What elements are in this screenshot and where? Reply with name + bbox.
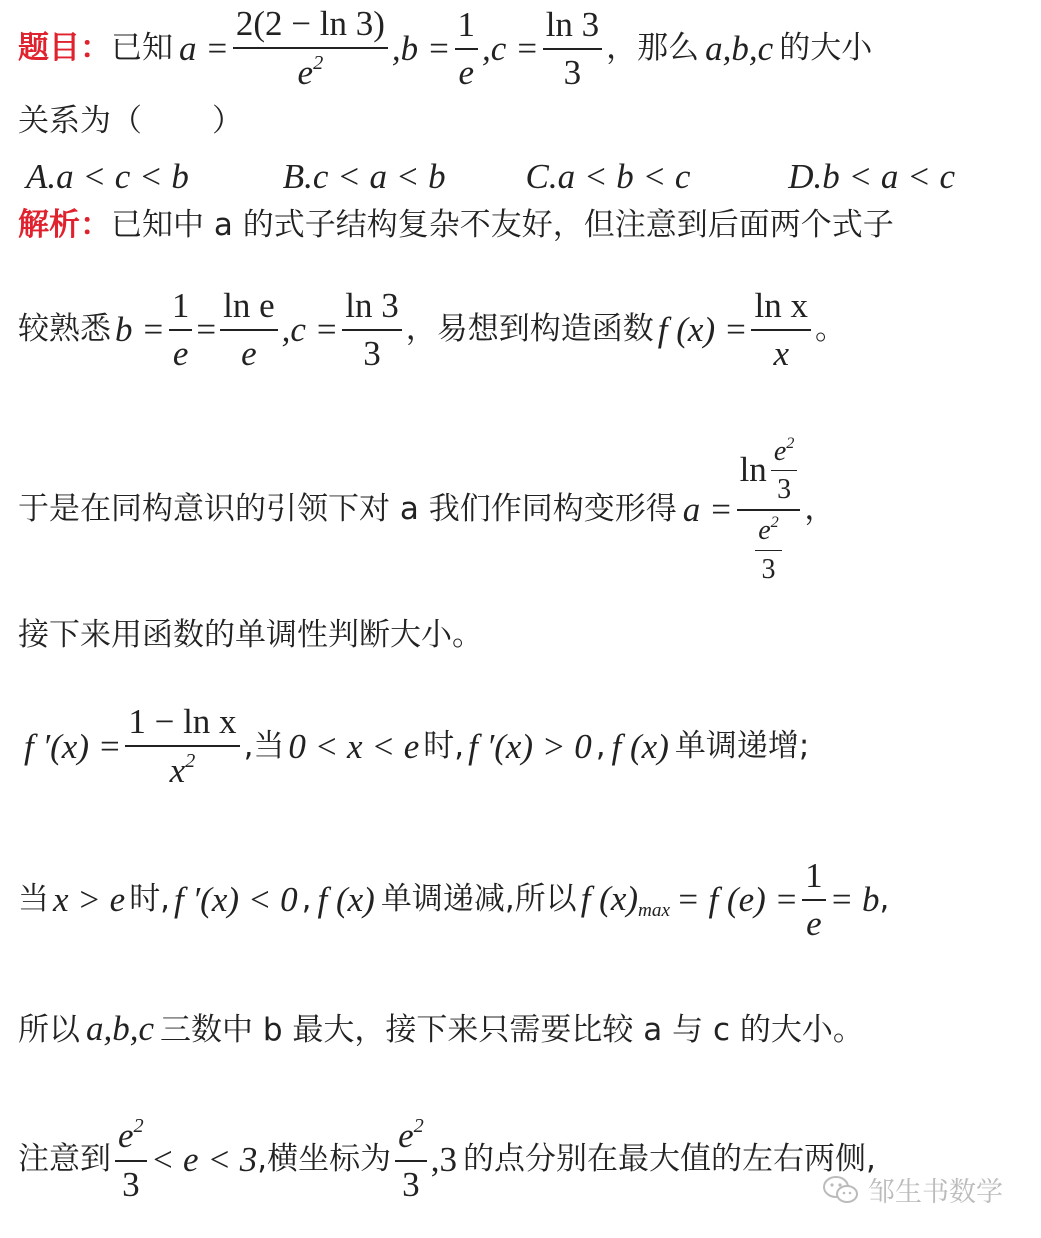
a-denominator: $e^2$ [297, 52, 324, 93]
ln-e-over-e: $\frac{\text{ln e}}{e}$ [220, 285, 278, 375]
a-isomorphic-fraction: ln $\frac{e^2}{3}$ $\frac{e^2}{3}$ [737, 434, 801, 587]
option-d[interactable]: D.b < a < c [788, 157, 956, 196]
solution-line-4: 接下来用函数的单调性判断大小。 [18, 617, 483, 653]
a-fraction [233, 3, 388, 94]
derivative-fraction: $\frac{\text{1 − ln x}}{x^2}$ [125, 701, 239, 792]
option-a[interactable]: A.a < c < b [26, 157, 189, 196]
e2-over-3: $\frac{e^2}{3}$ [115, 1114, 147, 1205]
b-one-over-e: $\frac{1}{e}$ [169, 285, 193, 375]
problem-line-1 [18, 0, 1031, 98]
wechat-icon [822, 1175, 860, 1205]
a-eq: a = [179, 29, 229, 68]
one-over-e: $\frac{1}{e}$ [802, 855, 826, 945]
solution-line-2: 较熟悉 b = $\frac{1}{e}$ = $\frac{\text{ln e}}{e}$ ,c = $\frac{\ln 3}{3}$ ，易想到构造函数 f (x) = $\frac{\text{ln x}}{x}$ 。 [18, 286, 846, 373]
ask-suffix: 的大小 [779, 30, 873, 67]
ask-prefix: ，那么 [606, 30, 700, 67]
c-fraction: $\frac{\ln 3}{3}$ [543, 4, 602, 94]
lnx-over-x: $\frac{\text{ln x}}{x}$ [751, 285, 810, 375]
e2-over-3-b: $\frac{e^2}{3}$ [395, 1114, 427, 1205]
given-prefix: 已知 [111, 30, 173, 67]
c-eq: ,c = [482, 29, 539, 68]
b-eq: ,b = [391, 29, 451, 68]
a-numerator: 2(2 − ln 3) [233, 3, 388, 49]
problem-line-2: 关系为（ ） [18, 103, 243, 139]
solution-line-1: 解析：已知中 a 的式子结构复杂不友好，但注意到后面两个式子 [18, 207, 894, 243]
solution-line-3: 于是在同构意识的引领下对 a 我们作同构变形得 a = ln $\frac{e^2}{3}$ $\frac{e^2}{3}$ ， [18, 433, 836, 585]
solution-line-5: f ′(x) = $\frac{\text{1 − ln x}}{x^2}$ ,当 0 < x < e 时, f ′(x) > 0 , f (x) 单调递增; [24, 702, 810, 791]
option-b[interactable]: B.c < a < b [282, 157, 446, 196]
watermark [822, 1170, 1003, 1209]
solution-line-7: 所以 a,b,c 三数中 b 最大，接下来只需要比较 a 与 c 的大小。 [18, 1009, 864, 1048]
ln3-over-3: $\frac{\ln 3}{3}$ [342, 285, 401, 375]
watermark-text: 邹生书数学 [868, 1177, 1003, 1208]
solution-line-6: 当 x > e 时, f ′(x) < 0 , f (x) 单调递减,所以 f $(x)_{max}$ = f (e) = $\frac{1}{e}$ = b , [18, 856, 890, 943]
b-fraction: $\frac{1}{e}$ [455, 4, 479, 94]
options-row [26, 156, 1031, 198]
solution-line-8: 注意到 $\frac{e^2}{3}$ < e < 3 ,横坐标为 $\frac{e^2}{3}$ ,3 的点分别在最大值的左右两侧, [18, 1115, 876, 1204]
solution-label: 解析： [18, 207, 111, 243]
option-c[interactable]: C.a < b < c [525, 157, 691, 196]
problem-label: 题目： [18, 30, 111, 67]
ask-vars: a,b,c [705, 29, 774, 68]
